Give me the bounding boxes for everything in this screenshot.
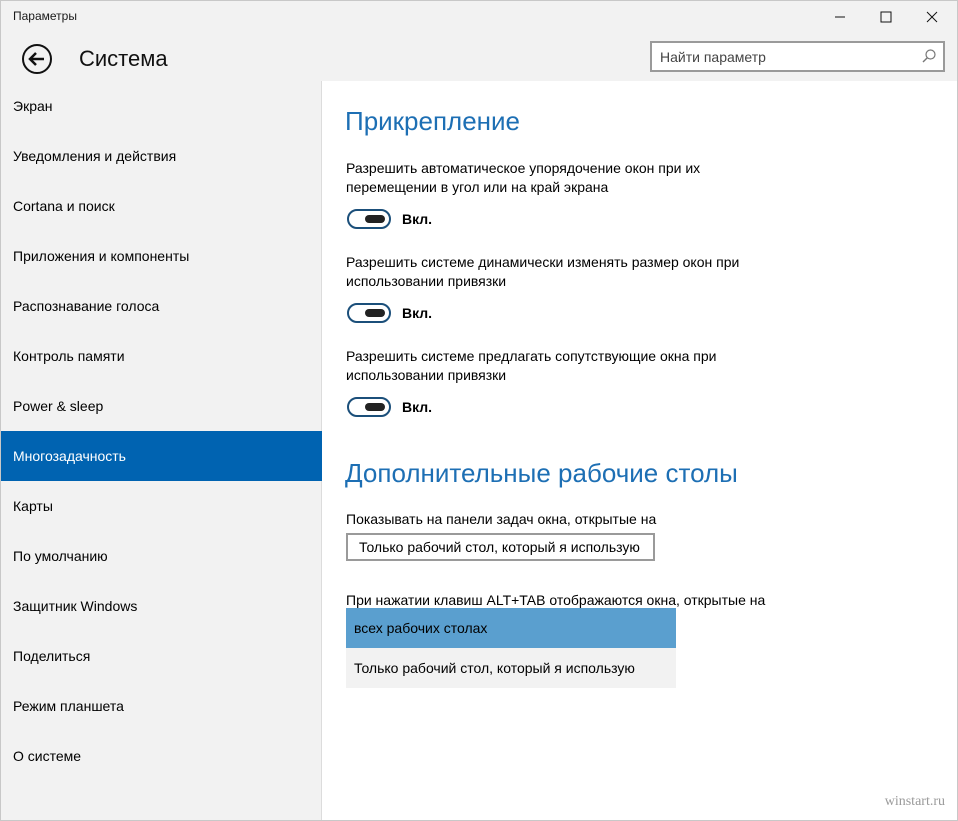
taskbar-desktops-select[interactable]: Только рабочий стол, который я использую bbox=[346, 533, 655, 561]
sidebar-item-display[interactable] bbox=[1, 81, 322, 131]
alttab-setting-label: При нажатии клавиш ALT+TAB отображаются окна, открытые на bbox=[346, 592, 766, 608]
close-icon bbox=[926, 11, 938, 23]
sidebar-item-share[interactable] bbox=[1, 631, 322, 681]
sidebar-item-label: Приложения и компоненты bbox=[13, 248, 190, 264]
snap-setting-1-state: Вкл. bbox=[402, 211, 433, 227]
sidebar-item-label: Экран bbox=[13, 98, 53, 114]
back-button[interactable] bbox=[21, 43, 53, 75]
alttab-option-all-desktops[interactable]: всех рабочих столах bbox=[346, 608, 676, 648]
main-content bbox=[323, 81, 957, 821]
sidebar-item-label: Cortana и поиск bbox=[13, 198, 115, 214]
snap-setting-2-toggle[interactable] bbox=[347, 303, 391, 323]
close-button[interactable] bbox=[909, 1, 955, 33]
sidebar bbox=[1, 81, 322, 821]
desktops-section-title: Дополнительные рабочие столы bbox=[345, 458, 738, 488]
sidebar-item-label: О системе bbox=[13, 748, 82, 764]
sidebar-item-power[interactable] bbox=[1, 381, 322, 431]
sidebar-item-label: Защитник Windows bbox=[13, 598, 138, 614]
search-icon[interactable] bbox=[921, 48, 937, 64]
minimize-button[interactable] bbox=[817, 1, 863, 33]
sidebar-item-maps[interactable] bbox=[1, 481, 322, 531]
title-bar bbox=[1, 1, 957, 33]
sidebar-item-label: Распознавание голоса bbox=[13, 298, 160, 314]
snap-setting-2-state: Вкл. bbox=[402, 305, 433, 321]
back-arrow-icon bbox=[21, 43, 53, 75]
snap-setting-3-state: Вкл. bbox=[402, 399, 433, 415]
alttab-dropdown[interactable] bbox=[346, 608, 676, 688]
toggle-knob bbox=[365, 215, 385, 223]
sidebar-item-storage[interactable] bbox=[1, 331, 322, 381]
page-title: Система bbox=[79, 46, 168, 71]
snap-section-title: Прикрепление bbox=[345, 106, 521, 136]
watermark: winstart.ru bbox=[884, 794, 945, 809]
minimize-icon bbox=[834, 11, 846, 23]
snap-setting-1-toggle[interactable] bbox=[347, 209, 391, 229]
toggle-knob bbox=[365, 403, 385, 411]
sidebar-item-label: Карты bbox=[13, 498, 53, 514]
taskbar-setting-label: Показывать на панели задач окна, открытые на bbox=[346, 511, 657, 527]
sidebar-item-label: Power & sleep bbox=[13, 398, 104, 414]
snap-setting-3-toggle[interactable] bbox=[347, 397, 391, 417]
search-box[interactable] bbox=[650, 41, 945, 72]
sidebar-item-defender[interactable] bbox=[1, 581, 322, 631]
sidebar-item-label: Уведомления и действия bbox=[13, 148, 177, 164]
window-title: Параметры bbox=[13, 9, 77, 23]
maximize-icon bbox=[880, 11, 892, 23]
sidebar-item-tablet[interactable] bbox=[1, 681, 322, 731]
sidebar-item-label: Многозадачность bbox=[13, 448, 126, 464]
sidebar-item-about[interactable] bbox=[1, 731, 322, 781]
page-header bbox=[1, 33, 957, 81]
snap-setting-3-description: Разрешить системе предлагать сопутствующие окна при использовании привязки bbox=[346, 348, 717, 383]
maximize-button[interactable] bbox=[863, 1, 909, 33]
sidebar-item-apps[interactable] bbox=[1, 231, 322, 281]
sidebar-item-notifications[interactable] bbox=[1, 131, 322, 181]
sidebar-item-speech[interactable] bbox=[1, 281, 322, 331]
sidebar-item-defaults[interactable] bbox=[1, 531, 322, 581]
snap-setting-2-description: Разрешить системе динамически изменять размер окон при использовании привязки bbox=[346, 254, 740, 289]
snap-setting-1-description: Разрешить автоматическое упорядочение окон при их перемещении в угол или на край экрана bbox=[346, 160, 701, 195]
sidebar-item-label: Режим планшета bbox=[13, 698, 124, 714]
sidebar-item-cortana[interactable] bbox=[1, 181, 322, 231]
toggle-knob bbox=[365, 309, 385, 317]
sidebar-item-label: Поделиться bbox=[13, 648, 91, 664]
search-input[interactable] bbox=[660, 47, 910, 67]
sidebar-item-label: Контроль памяти bbox=[13, 348, 125, 364]
alttab-option-current-desktop[interactable]: Только рабочий стол, который я использую bbox=[346, 648, 676, 688]
sidebar-item-label: По умолчанию bbox=[13, 548, 108, 564]
sidebar-item-multitasking[interactable] bbox=[1, 431, 322, 481]
